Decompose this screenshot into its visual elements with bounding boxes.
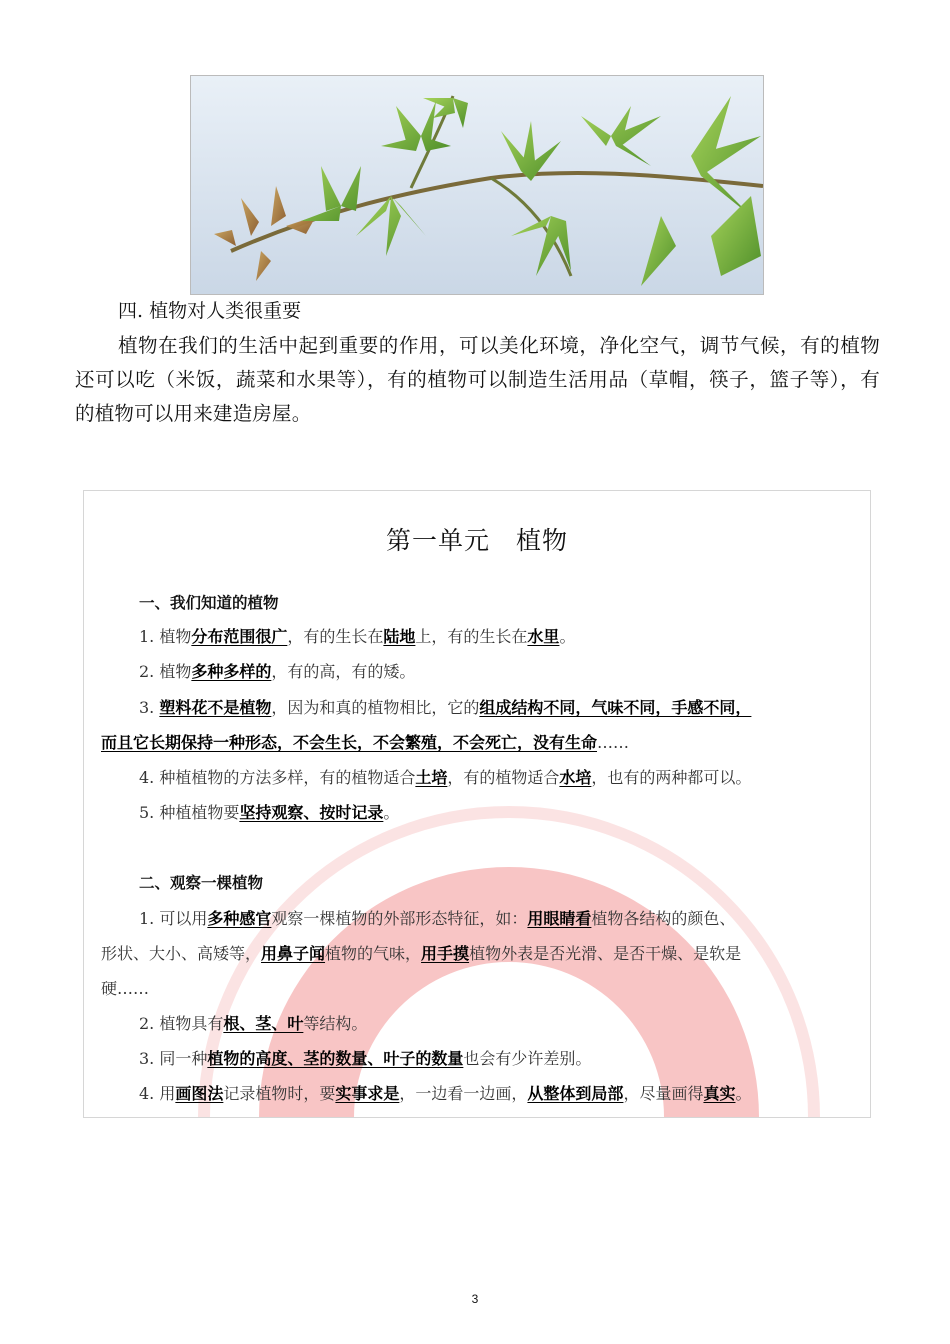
line-text: 3. xyxy=(139,698,160,717)
line-text: 也会有少许差别。 xyxy=(463,1049,592,1068)
section2-line-6 xyxy=(139,1082,751,1106)
line-text: 植物各结构的颜色、 xyxy=(591,909,736,928)
section1-line-4 xyxy=(101,731,629,755)
body-paragraph: 植物在我们的生活中起到重要的作用，可以美化环境，净化空气，调节气候，有的植物还可以吃（米饭，蔬菜和水果等），有的植物可以制造生活用品（草帽，筷子，篮子等），有的植物可以用来建造房屋。 xyxy=(75,334,880,425)
key-term: 真实 xyxy=(703,1084,736,1103)
key-term: 水培 xyxy=(559,768,592,787)
line-text: 4. 用 xyxy=(139,1084,176,1103)
key-term: 而且它长期保持一种形态，不会生长，不会繁殖，不会死亡，没有生命 xyxy=(101,733,598,752)
summary-card xyxy=(83,490,871,1118)
line-text: ，也有的两种都可以。 xyxy=(591,768,752,787)
section1-line-3 xyxy=(139,696,751,720)
key-term: 植物的高度、茎的数量、叶子的数量 xyxy=(207,1049,464,1068)
line-text: 观察一棵植物的外部形态特征，如： xyxy=(271,909,528,928)
line-text: 植物的气味， xyxy=(325,944,422,963)
card-title: 第一单元 植物 xyxy=(385,526,568,555)
section2-line-1 xyxy=(139,907,735,931)
plant-photo xyxy=(190,75,764,295)
line-text: 2. 植物 xyxy=(139,662,192,681)
line-text: 形状、大小、高矮等， xyxy=(101,944,262,963)
key-term: 画图法 xyxy=(175,1084,224,1103)
section1-line-5 xyxy=(139,766,751,790)
key-term: 分布范围很广 xyxy=(191,627,288,646)
line-text: ，一边看一边画， xyxy=(399,1084,528,1103)
key-term: 用手摸 xyxy=(421,944,470,963)
section1-line-2 xyxy=(139,660,415,684)
line-text: 1. 植物 xyxy=(139,627,192,646)
line-text: 上，有的生长在 xyxy=(415,627,528,646)
line-text: 4. 种植植物的方法多样，有的植物适合 xyxy=(139,768,416,787)
line-text: 。 xyxy=(383,803,400,822)
key-term: 多种感官 xyxy=(207,909,272,928)
key-term: 塑料花不是植物 xyxy=(159,698,272,717)
line-text: 植物外表是否光滑、是否干燥、是软是 xyxy=(469,944,742,963)
key-term: 水里 xyxy=(527,627,560,646)
page-number: 3 xyxy=(471,1292,479,1306)
line-text: ，因为和真的植物相比，它的 xyxy=(271,698,480,717)
line-text: …… xyxy=(597,733,630,752)
line-text: ，有的植物适合 xyxy=(447,768,560,787)
key-term: 从整体到局部 xyxy=(527,1084,624,1103)
line-text: ，有的生长在 xyxy=(287,627,384,646)
line-text: ，有的高，有的矮。 xyxy=(271,662,416,681)
key-term: 土培 xyxy=(415,768,448,787)
key-term: 坚持观察、按时记录 xyxy=(239,803,384,822)
line-text: 2. 植物具有 xyxy=(139,1014,224,1033)
key-term: 多种多样的 xyxy=(191,662,272,681)
line-text: 1. 可以用 xyxy=(139,909,208,928)
key-term: 用鼻子闻 xyxy=(261,944,326,963)
section2-line-3 xyxy=(101,977,149,1001)
line-text: 。 xyxy=(559,627,576,646)
section-heading: 四. 植物对人类很重要 xyxy=(118,300,302,322)
line-text: 5. 种植植物要 xyxy=(139,803,240,822)
section2-line-5 xyxy=(139,1047,591,1071)
key-term: 用眼睛看 xyxy=(527,909,592,928)
line-text: 硬…… xyxy=(101,979,150,998)
line-text: 3. 同一种 xyxy=(139,1049,208,1068)
section1-line-1 xyxy=(139,625,575,649)
section2-heading: 二、观察一棵植物 xyxy=(139,874,264,892)
vine-leaves-illustration xyxy=(191,76,763,294)
section2-line-2 xyxy=(101,942,741,966)
line-text: ，尽量画得 xyxy=(623,1084,704,1103)
line-text: 。 xyxy=(735,1084,752,1103)
key-term: 实事求是 xyxy=(335,1084,400,1103)
section2-line-4 xyxy=(139,1012,367,1036)
line-text: 记录植物时，要 xyxy=(223,1084,336,1103)
section1-heading: 一、我们知道的植物 xyxy=(139,594,279,612)
section1-line-6 xyxy=(139,801,399,825)
key-term: 组成结构不同，气味不同，手感不同， xyxy=(479,698,752,717)
key-term: 陆地 xyxy=(383,627,416,646)
key-term: 根、茎、叶 xyxy=(223,1014,304,1033)
line-text: 等结构。 xyxy=(303,1014,368,1033)
